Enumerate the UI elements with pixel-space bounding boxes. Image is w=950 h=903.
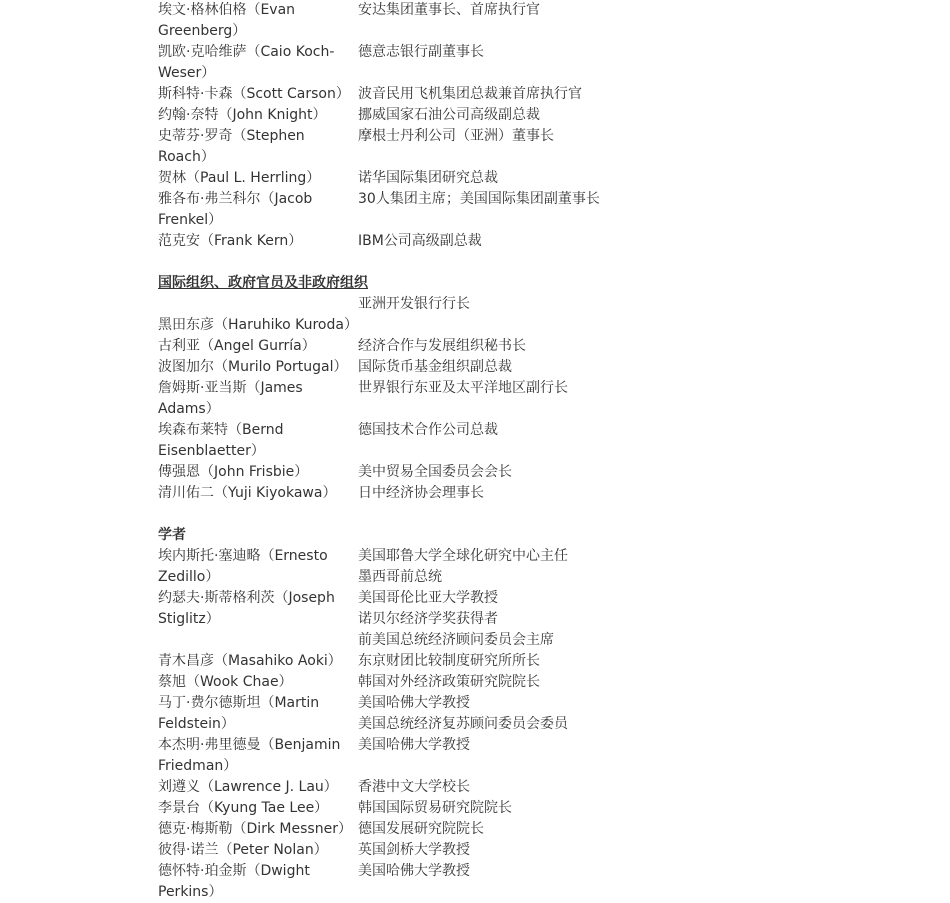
person-title-line: 前美国总统经济顾问委员会主席 bbox=[358, 632, 554, 648]
person-name-line: 贺林（Paul L. Herrling） bbox=[158, 170, 321, 186]
person-name bbox=[158, 168, 358, 189]
list-item bbox=[158, 546, 718, 588]
list-item bbox=[158, 168, 718, 189]
list-item bbox=[158, 861, 718, 903]
person-name-line: 青木昌彦（Masahiko Aoki） bbox=[158, 653, 342, 669]
list-item bbox=[158, 189, 718, 231]
person-title bbox=[358, 336, 718, 357]
person-name bbox=[158, 588, 358, 630]
person-title-line: 波音民用飞机集团总裁兼首席执行官 bbox=[358, 86, 582, 102]
list-item bbox=[158, 483, 718, 504]
person-name bbox=[158, 861, 358, 903]
person-name-line: Weser） bbox=[158, 65, 216, 81]
section-spacer bbox=[158, 504, 718, 525]
list-item bbox=[158, 840, 718, 861]
person-title-line: 美国总统经济复苏顾问委员会委员 bbox=[358, 716, 568, 732]
person-name bbox=[158, 840, 358, 861]
person-title bbox=[358, 483, 718, 504]
list-item bbox=[158, 798, 718, 819]
person-title-line: 韩国国际贸易研究院院长 bbox=[358, 800, 512, 816]
list-item bbox=[158, 294, 718, 336]
person-title bbox=[358, 777, 718, 798]
person-name-line: Eisenblaetter） bbox=[158, 443, 265, 459]
person-name bbox=[158, 42, 358, 84]
person-title bbox=[358, 819, 718, 840]
list-item bbox=[158, 693, 718, 735]
person-title-line: 墨西哥前总统 bbox=[358, 569, 442, 585]
list-item bbox=[158, 357, 718, 378]
person-name-line: 史蒂芬·罗奇（Stephen bbox=[158, 128, 305, 144]
person-title bbox=[358, 693, 718, 735]
person-name-line: Feldstein） bbox=[158, 716, 235, 732]
person-name bbox=[158, 294, 358, 336]
person-name bbox=[158, 777, 358, 798]
person-name bbox=[158, 126, 358, 168]
person-title bbox=[358, 651, 718, 672]
person-name-line: 清川佑二（Yuji Kiyokawa） bbox=[158, 485, 337, 501]
person-name-line: 蔡旭（Wook Chae） bbox=[158, 674, 293, 690]
list-item bbox=[158, 462, 718, 483]
person-title-line: 安达集团董事长、首席执行官 bbox=[358, 2, 540, 18]
person-title-line: IBM公司高级副总裁 bbox=[358, 233, 482, 249]
list-item bbox=[158, 588, 718, 651]
person-title bbox=[358, 798, 718, 819]
person-title bbox=[358, 0, 718, 21]
person-title bbox=[358, 126, 718, 147]
person-name-line: 德怀特·珀金斯（Dwight bbox=[158, 863, 310, 879]
person-name-line: 波图加尔（Murilo Portugal） bbox=[158, 359, 348, 375]
section-heading: 国际组织、政府官员及非政府组织 bbox=[158, 275, 368, 291]
person-title-line: 挪威国家石油公司高级副总裁 bbox=[358, 107, 540, 123]
person-title bbox=[358, 357, 718, 378]
person-title bbox=[358, 546, 718, 588]
person-title-line: 德国技术合作公司总裁 bbox=[358, 422, 498, 438]
person-name-line: Adams） bbox=[158, 401, 220, 417]
list-item bbox=[158, 84, 718, 105]
list-item bbox=[158, 0, 718, 42]
list-item bbox=[158, 651, 718, 672]
person-name-line: Frenkel） bbox=[158, 212, 223, 228]
person-name-line: 马丁·费尔德斯坦（Martin bbox=[158, 695, 320, 711]
person-name-line: 德克·梅斯勒（Dirk Messner） bbox=[158, 821, 352, 837]
list-item bbox=[158, 42, 718, 84]
list-item bbox=[158, 126, 718, 168]
list-item bbox=[158, 105, 718, 126]
person-name bbox=[158, 84, 358, 105]
person-name bbox=[158, 105, 358, 126]
person-name-line: 古利亚（Angel Gurría） bbox=[158, 338, 316, 354]
list-item bbox=[158, 378, 718, 420]
person-title bbox=[358, 588, 718, 651]
person-title-line: 经济合作与发展组织秘书长 bbox=[358, 338, 526, 354]
person-title-line: 摩根士丹利公司（亚洲）董事长 bbox=[358, 128, 554, 144]
person-name-line: 黑田东彦（Haruhiko Kuroda） bbox=[158, 317, 358, 333]
person-name-line bbox=[158, 294, 358, 315]
person-title bbox=[358, 168, 718, 189]
person-name-line: 埃内斯托·塞迪略（Ernesto bbox=[158, 548, 328, 564]
person-name-line: Perkins） bbox=[158, 884, 223, 900]
person-title-line: 香港中文大学校长 bbox=[358, 779, 470, 795]
person-name-line: 李景台（Kyung Tae Lee） bbox=[158, 800, 329, 816]
person-name bbox=[158, 0, 358, 42]
participant-list bbox=[158, 0, 718, 903]
person-name bbox=[158, 420, 358, 462]
person-name bbox=[158, 546, 358, 588]
person-title-line: 诺贝尔经济学奖获得者 bbox=[358, 611, 498, 627]
person-title-line: 国际货币基金组织副总裁 bbox=[358, 359, 512, 375]
person-name-line: 斯科特·卡森（Scott Carson） bbox=[158, 86, 350, 102]
person-name bbox=[158, 231, 358, 252]
person-title-line: 亚洲开发银行行长 bbox=[358, 296, 470, 312]
person-title bbox=[358, 840, 718, 861]
person-title bbox=[358, 42, 718, 63]
person-name-line: 詹姆斯·亚当斯（James bbox=[158, 380, 303, 396]
person-name bbox=[158, 462, 358, 483]
person-title bbox=[358, 231, 718, 252]
person-title bbox=[358, 294, 718, 315]
list-item bbox=[158, 420, 718, 462]
person-name bbox=[158, 483, 358, 504]
list-item bbox=[158, 735, 718, 777]
person-name bbox=[158, 378, 358, 420]
list-item bbox=[158, 777, 718, 798]
person-name-line: Friedman） bbox=[158, 758, 238, 774]
section-spacer bbox=[158, 252, 718, 273]
person-name bbox=[158, 336, 358, 357]
person-name-line: 埃森布莱特（Bernd bbox=[158, 422, 284, 438]
person-name-line: 约翰·奈特（John Knight） bbox=[158, 107, 327, 123]
person-title bbox=[358, 735, 718, 756]
list-item bbox=[158, 672, 718, 693]
person-name-line: 约瑟夫·斯蒂格利茨（Joseph bbox=[158, 590, 335, 606]
section-heading: 学者 bbox=[158, 527, 186, 543]
person-title-line: 韩国对外经济政策研究院院长 bbox=[358, 674, 540, 690]
person-name bbox=[158, 735, 358, 777]
person-title bbox=[358, 672, 718, 693]
person-title-line: 德国发展研究院院长 bbox=[358, 821, 484, 837]
person-title-line: 德意志银行副董事长 bbox=[358, 44, 484, 60]
person-name bbox=[158, 819, 358, 840]
person-title bbox=[358, 105, 718, 126]
person-title-line: 日中经济协会理事长 bbox=[358, 485, 484, 501]
person-name-line: 本杰明·弗里德曼（Benjamin bbox=[158, 737, 341, 753]
person-title-line: 30人集团主席；美国国际集团副董事长 bbox=[358, 191, 600, 207]
person-name-line: 凯欧·克哈维萨（Caio Koch- bbox=[158, 44, 335, 60]
person-name-line: 范克安（Frank Kern） bbox=[158, 233, 303, 249]
list-item bbox=[158, 336, 718, 357]
person-name bbox=[158, 357, 358, 378]
person-title bbox=[358, 462, 718, 483]
person-title-line: 美国耶鲁大学全球化研究中心主任 bbox=[358, 548, 568, 564]
person-title bbox=[358, 378, 718, 399]
person-title-line: 东京财团比较制度研究所所长 bbox=[358, 653, 540, 669]
person-title bbox=[358, 84, 718, 105]
person-title-line: 世界银行东亚及太平洋地区副行长 bbox=[358, 380, 568, 396]
person-name-line: 刘遵义（Lawrence J. Lau） bbox=[158, 779, 338, 795]
list-item bbox=[158, 231, 718, 252]
person-title bbox=[358, 861, 718, 882]
person-title-line: 美国哈佛大学教授 bbox=[358, 863, 470, 879]
person-name-line: 彼得·诺兰（Peter Nolan） bbox=[158, 842, 328, 858]
person-title-line: 诺华国际集团研究总裁 bbox=[358, 170, 498, 186]
person-name bbox=[158, 672, 358, 693]
person-name bbox=[158, 798, 358, 819]
person-title bbox=[358, 420, 718, 441]
person-name-line: 雅各布·弗兰科尔（Jacob bbox=[158, 191, 313, 207]
person-title-line: 美中贸易全国委员会会长 bbox=[358, 464, 512, 480]
person-title bbox=[358, 189, 718, 210]
person-name-line: Greenberg） bbox=[158, 23, 247, 39]
person-name bbox=[158, 651, 358, 672]
list-item bbox=[158, 819, 718, 840]
person-name-line: Zedillo） bbox=[158, 569, 220, 585]
person-title-line: 英国剑桥大学教授 bbox=[358, 842, 470, 858]
person-title-line: 美国哈佛大学教授 bbox=[358, 737, 470, 753]
person-name bbox=[158, 693, 358, 735]
person-title-line: 美国哈佛大学教授 bbox=[358, 695, 470, 711]
person-name-line: 埃文·格林伯格（Evan bbox=[158, 2, 296, 18]
person-name bbox=[158, 189, 358, 231]
person-name-line: Roach） bbox=[158, 149, 215, 165]
person-name-line: Stiglitz） bbox=[158, 611, 220, 627]
person-name-line: 傅强恩（John Frisbie） bbox=[158, 464, 309, 480]
person-title-line: 美国哥伦比亚大学教授 bbox=[358, 590, 498, 606]
